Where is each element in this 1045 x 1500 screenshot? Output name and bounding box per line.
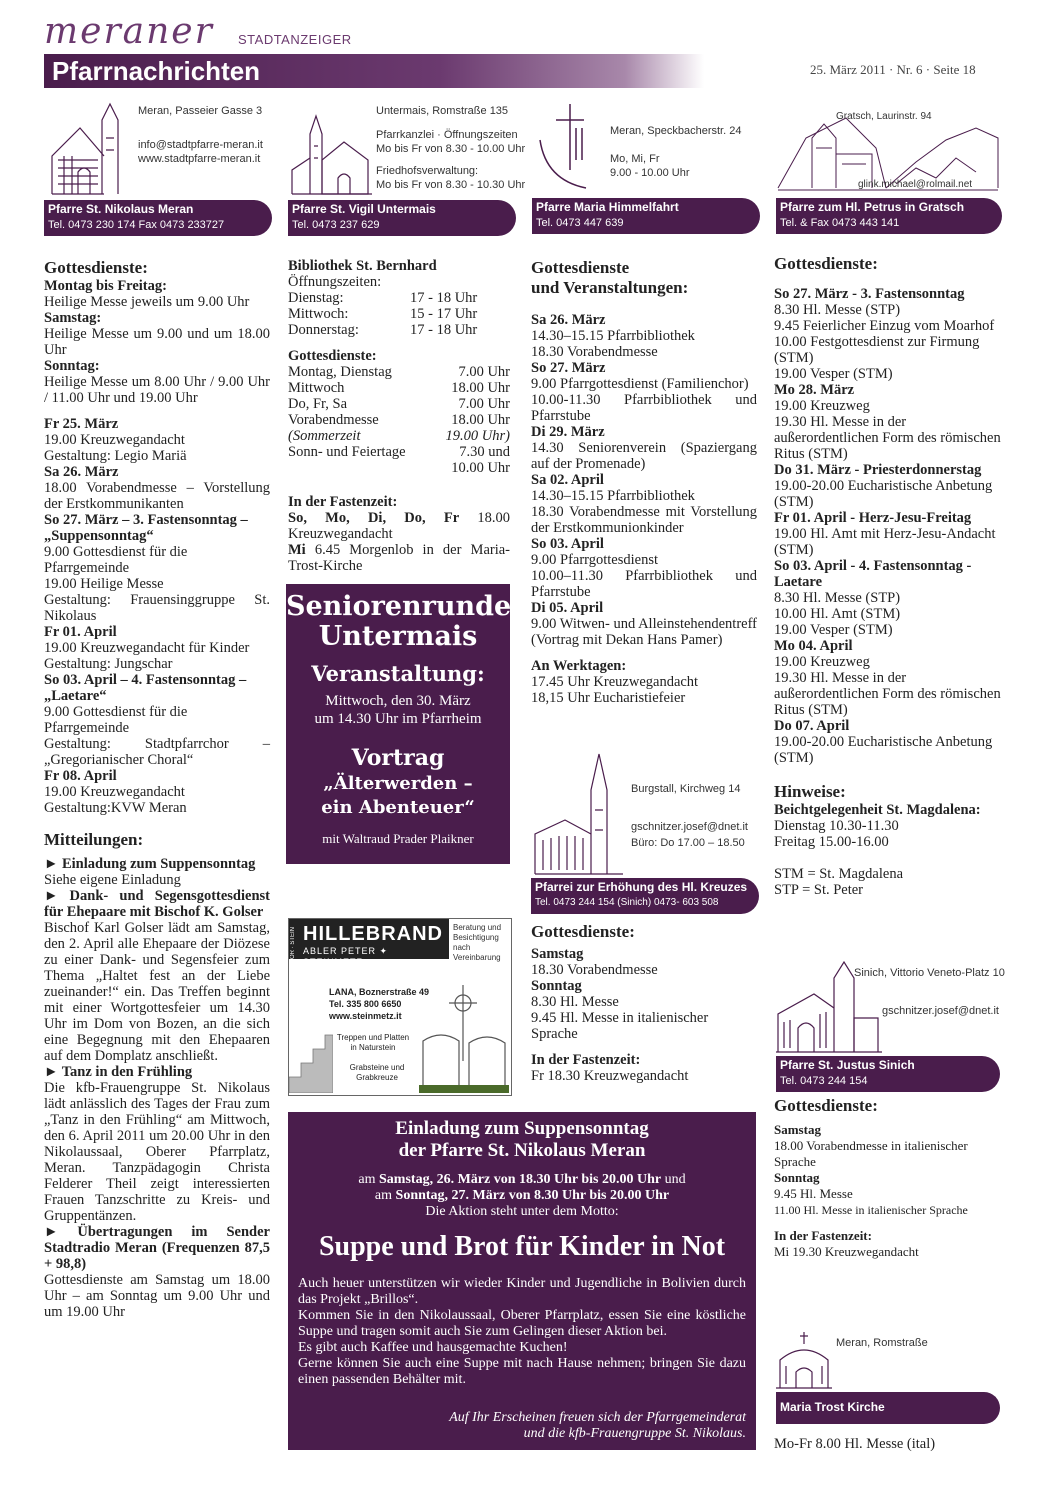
heading-services: Gottesdienste: — [288, 348, 377, 364]
text-line: Gestaltung: Jungschar — [44, 656, 173, 672]
date-heading: So 27. März - 3. Fastensonntag — [774, 286, 965, 302]
row-value: 15 - 17 Uhr — [410, 306, 478, 322]
date-heading: Sa 02. April — [531, 472, 604, 488]
parish-name: Pfarre St. Nikolaus Meran — [48, 202, 194, 216]
date-heading: So 03. April — [531, 536, 604, 552]
announcement-text: Die kfb-Frauengruppe St. Nikolaus lädt anlässlich des Tages der Frau zum „Tanz in den Frühling“ am Mittwoch, den 6. April 2011 um 20.00 Uhr in den Nikolaussaal, Oberer Pfarrplatz, Meran. Tanzpädagogin Christa Felderer Theil zeigt interessierten Frauen Tanzschritte zu Kreis- und Gruppentänzen. — [44, 1080, 270, 1224]
text-line: 9.00 Gottesdienst für die Pfarrgemeinde — [44, 704, 188, 736]
date-heading: Sa 26. März — [44, 464, 119, 480]
heading-services: Gottesdienste: — [774, 254, 878, 273]
parish-tel: Tel. 0473 230 174 Fax 0473 233727 — [48, 219, 225, 231]
date-heading: Mo 04. April — [774, 638, 853, 654]
suppe-date-1: am Samstag, 26. März von 18.30 Uhr bis 20.00 Uhr und — [358, 1172, 686, 1187]
date-heading: Fr 25. März — [44, 416, 119, 432]
senioren-time: um 14.30 Uhr im Pfarrheim — [314, 711, 482, 727]
text-line: 17.45 Uhr Kreuzwegandacht — [531, 674, 699, 690]
text-line: Siehe eigene Einladung — [44, 872, 181, 888]
text-line: 9.00 Pfarrgottesdienst (Familienchor) — [531, 376, 749, 392]
table-row — [288, 460, 510, 476]
stairs-icon — [289, 1017, 333, 1093]
table-row — [288, 428, 510, 444]
announcement-title: ► Einladung zum Suppensonntag — [44, 856, 256, 872]
suppe-paragraph: Gerne können Sie auch eine Suppe mit nach Hause nehmen; bringen Sie dazu einen passenden Behälter mit. — [298, 1356, 746, 1387]
row-label: Mittwoch: — [288, 306, 349, 322]
trost-address: Meran, Romstraße — [836, 1337, 928, 1349]
suppe-paragraph: Kommen Sie in den Nikolaussaal, Oberer Pfarrplatz, essen Sie eine köstliche Suppe und tragen somit auch Sie zum Gelingen dieser Aktion bei. — [298, 1308, 746, 1339]
day-heading: Samstag — [774, 1122, 821, 1137]
row-value: 17 - 18 Uhr — [410, 290, 478, 306]
ad-vertical-text: MARMOR · STEIN — [290, 927, 296, 978]
text-line: 9.00 Pfarrgottesdienst — [531, 552, 658, 568]
kreuz-email[interactable]: gschnitzer.josef@dnet.it — [631, 821, 748, 833]
row-label: Sonn- und Feiertage — [288, 444, 406, 460]
row-value: 18.00 Uhr — [451, 412, 510, 428]
senioren-talk-title-2: ein Abenteuer“ — [321, 797, 475, 818]
column-kreuz — [531, 922, 757, 1084]
row-label: Vorabendmesse — [288, 412, 379, 428]
suppe-motto-intro: Die Aktion steht unter dem Motto: — [425, 1204, 619, 1219]
parish-name: Pfarre Maria Himmelfahrt — [536, 200, 679, 214]
ad-web[interactable]: www.steinmetz.it — [329, 1011, 402, 1021]
senioren-talk-title: „Älterwerden – — [323, 773, 473, 794]
parish-bar-petrus — [776, 198, 1002, 234]
parish-name: Pfarre St. Justus Sinich — [780, 1058, 915, 1072]
announcement-title: ► Tanz in den Frühling — [44, 1064, 193, 1080]
kreuz-address: Burgstall, Kirchweg 14 — [631, 783, 741, 795]
ad-service-1: Treppen und Platten in Naturstein — [336, 1033, 410, 1052]
table-row — [288, 306, 510, 322]
row-label: (Sommerzeit — [288, 428, 361, 444]
text-line: 14.30–15.15 Pfarrbibliothek — [531, 488, 695, 504]
masthead-logo: meraner — [44, 11, 214, 52]
vigil-cemetery-hours: Mo bis Fr von 8.30 - 10.30 Uhr — [376, 179, 526, 191]
church-kreuz-icon — [531, 750, 627, 876]
announcement-title: ► Dank- und Segensgottesdienst für Ehepaare mit Bischof K. Golser — [44, 888, 270, 920]
header-petrus — [776, 98, 1000, 198]
lent-heading: In der Fastenzeit: — [531, 1052, 641, 1068]
text-line: 19.30 Hl. Messe in der außerordentlichen Form des römischen Ritus (STM) — [774, 414, 1001, 462]
header-nikolaus — [44, 98, 274, 198]
text-line: 19.00 Kreuzwegandacht — [44, 432, 185, 448]
parish-tel: Tel. 0473 244 154 (Sinich) 0473- 603 508 — [535, 897, 719, 908]
text-line: Gestaltung:KVW Meran — [44, 800, 187, 816]
parish-tel: Tel. 0473 244 154 — [780, 1075, 868, 1087]
senioren-speaker: mit Waltraud Prader Plaikner — [322, 831, 474, 846]
heading-services: Gottesdienste: — [531, 922, 635, 941]
senioren-title: Seniorenrunde — [286, 591, 512, 622]
vigil-office: Pfarrkanzlei · Öffnungszeiten — [376, 129, 518, 141]
parish-bar-trost — [776, 1392, 1000, 1424]
header-vigil — [288, 98, 526, 198]
column-petrus — [774, 254, 1002, 898]
text-line: Mo-Fr 8.00 Hl. Messe (ital) — [774, 1436, 936, 1452]
text-line: 14.30 Seniorenverein (Spaziergang auf der Promenade) — [531, 440, 757, 472]
date-heading: Di 29. März — [531, 424, 605, 440]
header-kreuz — [531, 750, 757, 876]
text-line: 10.00 Festgottesdienst zur Firmung (STM) — [774, 334, 980, 366]
cross-arc-icon — [536, 100, 612, 196]
heading-events: und Veranstaltungen: — [531, 278, 689, 297]
abbreviation: STM = St. Magdalena — [774, 866, 903, 882]
text-line: 19.00 Kreuzweg — [774, 398, 870, 414]
text-line: 19.00 Heilige Messe — [44, 576, 164, 592]
row-value: 10.00 Uhr — [451, 460, 510, 476]
text-line: Dienstag 10.30-11.30 — [774, 818, 899, 834]
suppe-date-2: am Sonntag, 27. März von 8.30 Uhr bis 20.00 Uhr — [374, 1188, 670, 1203]
senioren-subtitle: Untermais — [318, 621, 478, 652]
senioren-box — [286, 584, 510, 864]
day-heading: Sonntag — [531, 978, 582, 994]
text-line: 9.00 Gottesdienst für die Pfarrgemeinde — [44, 544, 188, 576]
row-value: 7.30 und — [459, 444, 510, 460]
text-line: 19.00 Kreuzwegandacht für Kinder — [44, 640, 250, 656]
parish-name: Pfarre St. Vigil Untermais — [292, 202, 436, 216]
column-maria — [531, 258, 757, 706]
text-line: 10.00 Hl. Amt (STM) — [774, 606, 901, 622]
text-line: So, Mo, Di, Do, Fr 18.00 Kreuzwegandacht — [288, 510, 511, 542]
parish-name: Maria Trost Kirche — [780, 1400, 885, 1414]
maria-days: Mo, Mi, Fr — [610, 153, 660, 165]
text-line: Samstag: — [44, 310, 102, 326]
senioren-date: Mittwoch, den 30. März — [325, 693, 471, 709]
library-hours-table — [288, 290, 510, 338]
text-line: 9.45 Feierlicher Einzug vom Moarhof — [774, 318, 995, 334]
text-line: 8.30 Hl. Messe (STP) — [774, 590, 901, 606]
suppe-motto: Suppe und Brot für Kinder in Not — [318, 1231, 726, 1262]
column-trost — [774, 1436, 1002, 1452]
text-line: Fr 18.30 Kreuzwegandacht — [531, 1068, 689, 1084]
date-heading: So 03. April – 4. Fastensonntag – „Laetare“ — [44, 672, 247, 704]
ad-brand-bar — [289, 919, 449, 967]
ad-brand: HILLEBRAND — [303, 923, 443, 945]
table-row — [288, 322, 510, 338]
section-title: Pfarrnachrichten — [52, 56, 261, 86]
row-label: Dienstag: — [288, 290, 344, 306]
services-table — [288, 364, 510, 476]
row-value: 7.00 Uhr — [458, 396, 510, 412]
suppe-box — [288, 1112, 756, 1450]
ad-brand-sub: ABLER PETER ✦ STEINMETZ — [303, 946, 389, 967]
church-vigil-icon — [288, 114, 372, 196]
table-row — [288, 444, 510, 460]
text-line: Heilige Messe um 9.00 und um 18.00 Uhr — [44, 326, 270, 358]
heading-announcements: Mitteilungen: — [44, 830, 144, 849]
text-line: 18.30 Vorabendmesse — [531, 344, 658, 360]
suppe-signature-2: und die kfb-Frauengruppe St. Nikolaus. — [523, 1426, 746, 1441]
kreuz-office: Büro: Do 17.00 – 18.50 — [631, 837, 745, 849]
text-line: 11.00 Hl. Messe in italienischer Sprache — [774, 1203, 968, 1217]
column-vigil — [288, 258, 510, 574]
parish-bar-maria — [532, 198, 760, 234]
senioren-event: Veranstaltung: — [311, 661, 485, 686]
heading-services: Gottesdienste: — [44, 258, 148, 277]
text-line: 10.00-11.30 Pfarrbibliothek und Pfarrstube — [531, 392, 757, 424]
text-line: Mi 19.30 Kreuzwegandacht — [774, 1244, 919, 1259]
header-trost — [774, 1330, 1002, 1392]
justus-email[interactable]: gschnitzer.josef@dnet.it — [882, 1005, 999, 1017]
table-row — [288, 396, 510, 412]
text-line: 9.45 Hl. Messe in italienischer Sprache — [531, 1010, 709, 1042]
row-label: Donnerstag: — [288, 322, 359, 338]
vigil-office-hours: Mo bis Fr von 8.30 - 10.00 Uhr — [376, 143, 526, 155]
text-line: Gestaltung: Legio Mariä — [44, 448, 187, 464]
text-line: 14.30–15.15 Pfarrbibliothek — [531, 328, 695, 344]
announcement-text: Bischof Karl Golser lädt am Samstag, den 2. April alle Ehepaare der Diözese zu einer Dank- und Segensfeier zum Thema „Haltet fest an der Liebe zueinander!“ ein. Das Treffen beginnt mit einer Wortgottesfeier um 14.30 Uhr im Dom von Bozen, an die sich eine Begegnung mit den Ehepaaren auf dem Domplatz anschließt. — [44, 920, 270, 1064]
heading-notes: Hinweise: — [774, 782, 846, 801]
day-heading: Samstag — [531, 946, 584, 962]
announcement-title: ► Übertragungen im Sender Stadtradio Meran (Frequenzen 87,5 + 98,8) — [44, 1224, 270, 1272]
ad-hillebrand[interactable] — [288, 918, 512, 1096]
parish-name: Pfarrei zur Erhöhung des Hl. Kreuzes — [535, 880, 748, 894]
header-maria — [532, 98, 762, 198]
table-row — [288, 290, 510, 306]
text-line: 19.00-20.00 Eucharistische Anbetung (STM) — [774, 478, 993, 510]
date-heading: Di 05. April — [531, 600, 604, 616]
text-line: 10.00–11.30 Pfarrbibliothek und Pfarrstube — [531, 568, 757, 600]
text-line: 18.30 Vorabendmesse — [531, 962, 658, 978]
abbreviation: STP = St. Peter — [774, 882, 864, 898]
row-value: 17 - 18 Uhr — [410, 322, 478, 338]
masthead-subtitle: STADTANZEIGER — [238, 32, 352, 47]
row-value: 18.00 Uhr — [451, 380, 510, 396]
text-line: 18.30 Vorabendmesse mit Vorstellung der Erstkommunionkinder — [531, 504, 757, 536]
ad-phone: Tel. 335 800 6650 — [329, 999, 402, 1009]
row-value: 19.00 Uhr) — [445, 428, 510, 444]
text-line: 18.00 Vorabendmesse in italienischer Sprache — [774, 1138, 968, 1169]
suppe-signature: Auf Ihr Erscheinen freuen sich der Pfarrgemeinderat — [449, 1410, 746, 1425]
text-line: 8.30 Hl. Messe (STP) — [774, 302, 901, 318]
suppe-paragraph: Auch heuer unterstützen wir wieder Kinder und Jugendliche in Bolivien durch das Projekt „Brillos“. — [298, 1276, 746, 1307]
date-heading: Fr 08. April — [44, 768, 117, 784]
parish-bar-nikolaus — [44, 200, 272, 236]
parish-tel: Tel. & Fax 0473 443 141 — [780, 217, 900, 229]
heading-services: Gottesdienste — [531, 258, 630, 277]
petrus-address: Gratsch, Laurinstr. 94 — [836, 111, 932, 122]
text-line: Freitag 15.00-16.00 — [774, 834, 889, 850]
parish-tel: Tel. 0473 447 639 — [536, 217, 624, 229]
text-line: 18.00 Vorabendmesse – Vorstellung der Erstkommunikanten — [44, 480, 270, 512]
row-value: 7.00 Uhr — [458, 364, 510, 380]
nikolaus-address: Meran, Passeier Gasse 3 — [138, 105, 263, 117]
vigil-cemetery: Friedhofsverwaltung: — [376, 165, 479, 177]
text-line: Öffnungszeiten: — [288, 274, 382, 290]
column-nikolaus — [44, 258, 270, 1320]
suppe-title: Einladung zum Suppensonntag — [395, 1118, 649, 1139]
nikolaus-web[interactable]: www.stadtpfarre-meran.it — [138, 153, 261, 165]
maria-address: Meran, Speckbacherstr. 24 — [610, 125, 742, 137]
justus-address: Sinich, Vittorio Veneto-Platz 10 — [854, 967, 1005, 979]
announcement-text: Gottesdienste am Samstag um 18.00 Uhr – am Sonntag um 9.00 Uhr und um 19.00 Uhr — [44, 1272, 270, 1320]
date-heading: Do 07. April — [774, 718, 850, 734]
text-line: 18,15 Uhr Eucharistiefeier — [531, 690, 686, 706]
text-line: Heilige Messe jeweils um 9.00 Uhr — [44, 294, 250, 310]
parish-name: Pfarre zum Hl. Petrus in Gratsch — [780, 200, 965, 214]
parish-tel: Tel. 0473 237 629 — [292, 219, 380, 231]
date-heading: Fr 01. April — [44, 624, 117, 640]
text-line: Montag bis Freitag: — [44, 278, 167, 294]
nikolaus-email[interactable]: info@stadtpfarre-meran.it — [138, 139, 263, 151]
parish-bar-justus — [776, 1056, 1000, 1092]
suppe-body — [288, 1276, 756, 1388]
text-line: 8.30 Hl. Messe — [531, 994, 619, 1010]
table-row — [288, 380, 510, 396]
ad-side-note: Beratung und Besichtigung nach Vereinbarung — [453, 923, 502, 962]
date-heading: So 27. März – 3. Fastensonntag – „Suppensonntag“ — [44, 512, 248, 544]
table-row — [288, 412, 510, 428]
page-info: 25. März 2011 · Nr. 6 · Seite 18 — [810, 62, 976, 77]
text-line: Beichtgelegenheit St. Magdalena: — [774, 802, 981, 818]
heading-services: Gottesdienste: — [774, 1096, 878, 1115]
gravestone-cross-icon — [419, 981, 509, 1093]
table-row — [288, 364, 510, 380]
library-title: Bibliothek St. Bernhard — [288, 258, 437, 274]
date-heading: So 27. März — [531, 360, 606, 376]
text-line: Heilige Messe um 8.00 Uhr / 9.00 Uhr / 11.00 Uhr und 19.00 Uhr — [44, 374, 270, 406]
row-label: Do, Fr, Sa — [288, 396, 348, 412]
text-line: 9.45 Hl. Messe — [774, 1186, 853, 1201]
day-heading: Sonntag — [774, 1170, 820, 1185]
suppe-subtitle: der Pfarre St. Nikolaus Meran — [398, 1140, 646, 1161]
date-heading: So 03. April - 4. Fastensonntag - Laetare — [774, 558, 972, 590]
text-line: 19.00 Vesper (STM) — [774, 366, 893, 382]
text-line: 19.00 Hl. Amt mit Herz-Jesu-Andacht (STM) — [774, 526, 996, 558]
text-line: 19.00 Vesper (STM) — [774, 622, 893, 638]
header-justus — [774, 958, 1005, 1056]
text-line: 19.00-20.00 Eucharistische Anbetung (STM) — [774, 734, 993, 766]
ad-service-2: Grabsteine und Grabkreuze — [349, 1063, 405, 1082]
ad-address: LANA, Boznerstraße 49 — [329, 987, 430, 997]
parish-bar-vigil — [288, 200, 516, 236]
text-line: 19.00 Kreuzwegandacht — [44, 784, 185, 800]
vigil-address: Untermais, Romstraße 135 — [376, 105, 509, 117]
text-line: 9.00 Witwen- und Alleinstehendentreff (Vortrag mit Dekan Hans Pamer) — [531, 616, 757, 648]
text-line: Gestaltung: Stadtpfarrchor – „Gregorianischer Choral“ — [44, 736, 270, 768]
suppe-paragraph: Es gibt auch Kaffee und hausgemachte Kuchen! — [298, 1340, 568, 1355]
senioren-talk: Vortrag — [351, 745, 445, 771]
row-label: Mittwoch — [288, 380, 345, 396]
row-label: Montag, Dienstag — [288, 364, 392, 380]
column-justus — [774, 1096, 1002, 1260]
text-line: 19.00 Kreuzweg — [774, 654, 870, 670]
text-line: Gestaltung: Frauensinggruppe St. Nikolaus — [44, 592, 270, 624]
maria-hours: 9.00 - 10.00 Uhr — [610, 167, 690, 179]
weekday-heading: An Werktagen: — [531, 658, 627, 674]
date-heading: Sa 26. März — [531, 312, 606, 328]
text-line: 19.30 Hl. Messe in der außerordentlichen Form des römischen Ritus (STM) — [774, 670, 1001, 718]
date-heading: Fr 01. April - Herz-Jesu-Freitag — [774, 510, 972, 526]
date-heading: Do 31. März - Priesterdonnerstag — [774, 462, 982, 478]
lent-heading: In der Fastenzeit: — [288, 494, 398, 510]
petrus-email[interactable]: glink.michael@rolmail.net — [858, 179, 973, 190]
text-line: Mi 6.45 Morgenlob in der Maria-Trost-Kirche — [288, 542, 510, 574]
date-heading: Mo 28. März — [774, 382, 855, 398]
parish-bar-kreuz — [531, 878, 759, 914]
text-line: Sonntag: — [44, 358, 100, 374]
church-trost-icon — [774, 1330, 834, 1390]
church-nikolaus-icon — [44, 98, 136, 196]
lent-heading: In der Fastenzeit: — [774, 1228, 872, 1243]
